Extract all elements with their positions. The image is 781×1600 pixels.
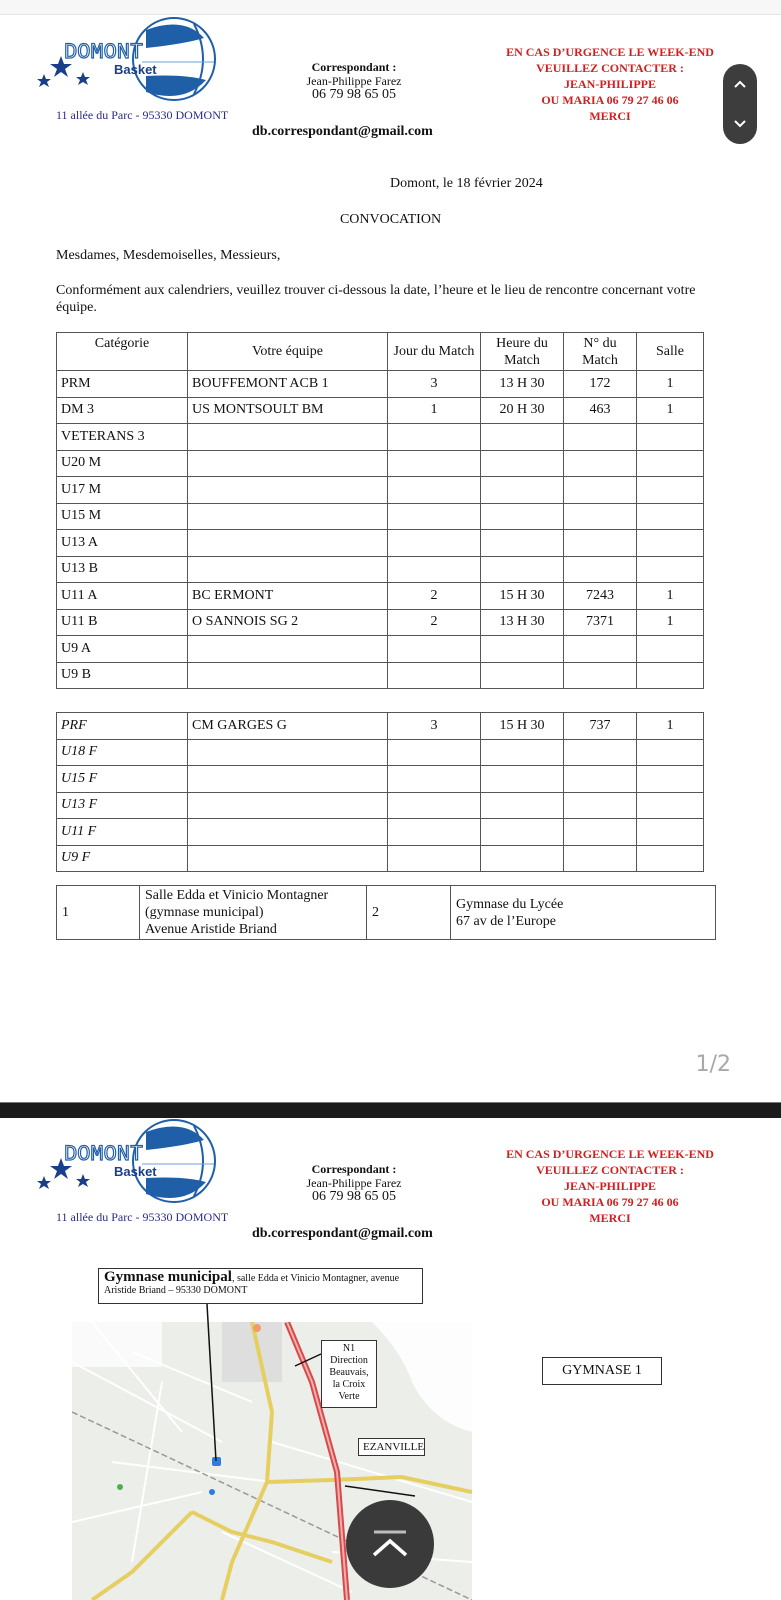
- callout-text: , salle Edda et Vinicio Montagner, avenue: [231, 1273, 400, 1284]
- venue-number: 2: [367, 886, 451, 940]
- cell-time: [481, 636, 564, 663]
- cell-team: BOUFFEMONT ACB 1: [188, 371, 388, 398]
- chevron-up-icon: [733, 79, 747, 89]
- cell-hall: [637, 636, 704, 663]
- page-navigation-control[interactable]: [723, 64, 757, 144]
- logo-subtitle: Basket: [114, 62, 157, 77]
- domont-basket-logo: [34, 1118, 230, 1204]
- page-indicator: 1/2: [695, 1052, 731, 1077]
- table-row: [57, 636, 704, 663]
- cell-category: U15 M: [57, 503, 188, 530]
- cell-team: [188, 739, 388, 766]
- cell-hall: [637, 477, 704, 504]
- previous-page-button[interactable]: [723, 64, 757, 104]
- table-row: [57, 530, 704, 557]
- cell-category: U9 A: [57, 636, 188, 663]
- cell-hall: 1: [637, 609, 704, 636]
- cell-team: US MONTSOULT BM: [188, 397, 388, 424]
- letter-intro: Conformément aux calendriers, veuillez trouver ci-dessous la date, l’heure et le lieu de rencontre concernant votre équipe.: [56, 283, 696, 315]
- cell-time: [481, 819, 564, 846]
- cell-category: PRF: [57, 713, 188, 740]
- cell-category: U20 M: [57, 450, 188, 477]
- urgent-line: VEUILLEZ CONTACTER :: [536, 61, 684, 75]
- logo-title: DOMONT: [64, 40, 144, 65]
- cell-match-number: [564, 477, 637, 504]
- cell-match-number: [564, 424, 637, 451]
- club-address: 11 allée du Parc - 95330 DOMONT: [56, 108, 229, 122]
- cell-hall: [637, 766, 704, 793]
- venues-row: [57, 886, 716, 940]
- cell-time: [481, 739, 564, 766]
- cell-day: [388, 450, 481, 477]
- cell-time: [481, 556, 564, 583]
- correspondant-phone: 06 79 98 65 05: [312, 87, 396, 102]
- cell-day: 1: [388, 397, 481, 424]
- cell-hall: 1: [637, 583, 704, 610]
- table-row: [57, 739, 704, 766]
- cell-category: U13 B: [57, 556, 188, 583]
- chevron-down-icon: [733, 119, 747, 129]
- column-header-team: Votre équipe: [188, 333, 388, 371]
- column-header-hall: Salle: [637, 333, 704, 371]
- cell-time: [481, 766, 564, 793]
- cell-day: [388, 636, 481, 663]
- callout-line: Beauvais,: [329, 1367, 369, 1378]
- column-header-time: Heure du Match: [481, 333, 564, 371]
- cell-day: 3: [388, 713, 481, 740]
- cell-day: [388, 792, 481, 819]
- table-row: [57, 792, 704, 819]
- cell-category: U9 B: [57, 662, 188, 689]
- urgent-line: EN CAS D’URGENCE LE WEEK-END: [506, 1147, 714, 1161]
- correspondant-email: db.correspondant@gmail.com: [252, 124, 433, 139]
- cell-hall: [637, 739, 704, 766]
- cell-day: [388, 424, 481, 451]
- table-row: [57, 713, 704, 740]
- logo-subtitle: Basket: [114, 1164, 157, 1179]
- table-row: [57, 845, 704, 872]
- cell-match-number: [564, 503, 637, 530]
- venue-number: 1: [57, 886, 140, 940]
- cell-hall: 1: [637, 397, 704, 424]
- urgent-line: JEAN-PHILIPPE: [563, 77, 656, 91]
- cell-category: DM 3: [57, 397, 188, 424]
- cell-team: [188, 819, 388, 846]
- correspondant-title: Correspondant :: [311, 60, 397, 74]
- column-header-day: Jour du Match: [388, 333, 481, 371]
- urgent-contact-notice: [490, 1146, 730, 1226]
- urgent-line: VEUILLEZ CONTACTER :: [536, 1163, 684, 1177]
- table-row: [57, 371, 704, 398]
- cell-match-number: [564, 766, 637, 793]
- callout-line: Verte: [338, 1391, 360, 1402]
- venue-line: (gymnase municipal): [145, 905, 264, 920]
- letterhead: [0, 16, 781, 146]
- letter-date: Domont, le 18 février 2024: [390, 176, 543, 191]
- cell-hall: 1: [637, 713, 704, 740]
- cell-category: U13 A: [57, 530, 188, 557]
- page-title: CONVOCATION: [339, 212, 442, 227]
- table-row: [57, 583, 704, 610]
- callout-title: Gymnase municipal: [104, 1269, 232, 1285]
- cell-day: 3: [388, 371, 481, 398]
- column-header-category: Catégorie: [57, 333, 188, 371]
- cell-hall: [637, 845, 704, 872]
- cell-match-number: [564, 636, 637, 663]
- cell-match-number: 7371: [564, 609, 637, 636]
- table-header-row: [57, 333, 704, 371]
- cell-hall: [637, 792, 704, 819]
- club-address: 11 allée du Parc - 95330 DOMONT: [56, 1210, 229, 1224]
- cell-hall: [637, 530, 704, 557]
- cell-team: [188, 662, 388, 689]
- female-schedule-table: [56, 712, 704, 872]
- cell-category: U17 M: [57, 477, 188, 504]
- cell-hall: [637, 503, 704, 530]
- cell-hall: [637, 556, 704, 583]
- cell-category: PRM: [57, 371, 188, 398]
- cell-day: [388, 556, 481, 583]
- urgent-contact-notice: [490, 44, 730, 124]
- cell-time: 15 H 30: [481, 713, 564, 740]
- cell-match-number: 7243: [564, 583, 637, 610]
- next-page-button[interactable]: [723, 104, 757, 144]
- cell-hall: 1: [637, 371, 704, 398]
- cell-category: U9 F: [57, 845, 188, 872]
- cell-time: [481, 424, 564, 451]
- cell-team: [188, 636, 388, 663]
- table-row: [57, 819, 704, 846]
- male-schedule-table: [56, 332, 704, 689]
- cell-day: [388, 503, 481, 530]
- table-row: [57, 450, 704, 477]
- venues-table: [56, 885, 716, 940]
- gymnase-1-label: GYMNASE 1: [542, 1357, 662, 1385]
- correspondant-block: [294, 60, 414, 102]
- logo-title: DOMONT: [64, 1142, 144, 1167]
- table-row: [57, 503, 704, 530]
- cell-day: 2: [388, 583, 481, 610]
- urgent-line: EN CAS D’URGENCE LE WEEK-END: [506, 45, 714, 59]
- cell-team: [188, 556, 388, 583]
- table-row: [57, 477, 704, 504]
- venue-line: Salle Edda et Vinicio Montagner: [145, 888, 329, 903]
- viewer-top-bar: [0, 0, 781, 15]
- cell-match-number: [564, 819, 637, 846]
- cell-team: [188, 792, 388, 819]
- scroll-to-top-icon: [368, 1529, 412, 1559]
- cell-team: BC ERMONT: [188, 583, 388, 610]
- cell-match-number: 172: [564, 371, 637, 398]
- ezanville-callout: EZANVILLE: [358, 1438, 425, 1456]
- correspondant-name: Jean-Philippe Farez: [306, 74, 402, 88]
- gymnase-municipal-callout: [98, 1268, 423, 1304]
- cell-hall: [637, 819, 704, 846]
- cell-day: [388, 819, 481, 846]
- cell-hall: [637, 662, 704, 689]
- cell-team: [188, 845, 388, 872]
- cell-time: 20 H 30: [481, 397, 564, 424]
- table-row: [57, 397, 704, 424]
- cell-time: [481, 503, 564, 530]
- cell-time: [481, 530, 564, 557]
- cell-time: [481, 477, 564, 504]
- cell-match-number: [564, 450, 637, 477]
- table-row: [57, 424, 704, 451]
- callout-line: la Croix: [332, 1379, 366, 1390]
- venue-line: Avenue Aristide Briand: [145, 922, 277, 937]
- cell-team: [188, 766, 388, 793]
- table-row: [57, 662, 704, 689]
- cell-team: CM GARGES G: [188, 713, 388, 740]
- cell-day: [388, 739, 481, 766]
- cell-match-number: 463: [564, 397, 637, 424]
- cell-team: [188, 424, 388, 451]
- cell-time: [481, 450, 564, 477]
- callout-text: Aristide Briand – 95330 DOMONT: [104, 1285, 248, 1296]
- basketball-icon: [133, 1120, 215, 1202]
- letterhead: [0, 1118, 781, 1248]
- cell-match-number: [564, 845, 637, 872]
- cell-category: U18 F: [57, 739, 188, 766]
- urgent-line: OU MARIA 06 79 27 46 06: [541, 93, 679, 107]
- cell-day: [388, 845, 481, 872]
- cell-day: 2: [388, 609, 481, 636]
- cell-day: [388, 530, 481, 557]
- urgent-line: MERCI: [589, 109, 631, 123]
- correspondant-block: [294, 1162, 414, 1204]
- n1-direction-callout: [321, 1340, 377, 1408]
- cell-match-number: 737: [564, 713, 637, 740]
- urgent-line: MERCI: [589, 1211, 631, 1225]
- basketball-icon: [133, 18, 215, 100]
- cell-team: O SANNOIS SG 2: [188, 609, 388, 636]
- cell-match-number: [564, 556, 637, 583]
- correspondant-email: db.correspondant@gmail.com: [252, 1226, 433, 1241]
- cell-hall: [637, 450, 704, 477]
- cell-category: U11 F: [57, 819, 188, 846]
- urgent-line: JEAN-PHILIPPE: [563, 1179, 656, 1193]
- correspondant-phone: 06 79 98 65 05: [312, 1189, 396, 1204]
- cell-time: [481, 792, 564, 819]
- cell-day: [388, 477, 481, 504]
- cell-time: 13 H 30: [481, 371, 564, 398]
- cell-day: [388, 766, 481, 793]
- cell-category: U13 F: [57, 792, 188, 819]
- cell-time: 13 H 30: [481, 609, 564, 636]
- letter-greeting: Mesdames, Mesdemoiselles, Messieurs,: [56, 248, 281, 263]
- venue-details: [140, 886, 367, 940]
- cell-hall: [637, 424, 704, 451]
- cell-match-number: [564, 530, 637, 557]
- cell-team: [188, 477, 388, 504]
- page-separator: [0, 1102, 781, 1118]
- cell-time: [481, 845, 564, 872]
- venue-details: [451, 886, 716, 940]
- cell-category: VETERANS 3: [57, 424, 188, 451]
- table-row: [57, 556, 704, 583]
- scroll-to-top-button[interactable]: [346, 1500, 434, 1588]
- cell-team: [188, 450, 388, 477]
- callout-line: Direction: [330, 1355, 368, 1366]
- column-header-match-number: N° du Match: [564, 333, 637, 371]
- cell-match-number: [564, 739, 637, 766]
- callout-line: N1: [342, 1343, 356, 1354]
- cell-day: [388, 662, 481, 689]
- venue-line: 67 av de l’Europe: [456, 913, 556, 929]
- venue-line: Gymnase du Lycée: [456, 896, 564, 912]
- cell-match-number: [564, 662, 637, 689]
- cell-category: U15 F: [57, 766, 188, 793]
- correspondant-title: Correspondant :: [311, 1162, 397, 1176]
- cell-time: [481, 662, 564, 689]
- table-row: [57, 766, 704, 793]
- domont-basket-logo: [34, 16, 230, 102]
- cell-category: U11 A: [57, 583, 188, 610]
- document-page-1: [0, 16, 781, 1102]
- cell-team: [188, 530, 388, 557]
- urgent-line: OU MARIA 06 79 27 46 06: [541, 1195, 679, 1209]
- correspondant-name: Jean-Philippe Farez: [306, 1176, 402, 1190]
- cell-match-number: [564, 792, 637, 819]
- cell-category: U11 B: [57, 609, 188, 636]
- table-row: [57, 609, 704, 636]
- cell-team: [188, 503, 388, 530]
- cell-time: 15 H 30: [481, 583, 564, 610]
